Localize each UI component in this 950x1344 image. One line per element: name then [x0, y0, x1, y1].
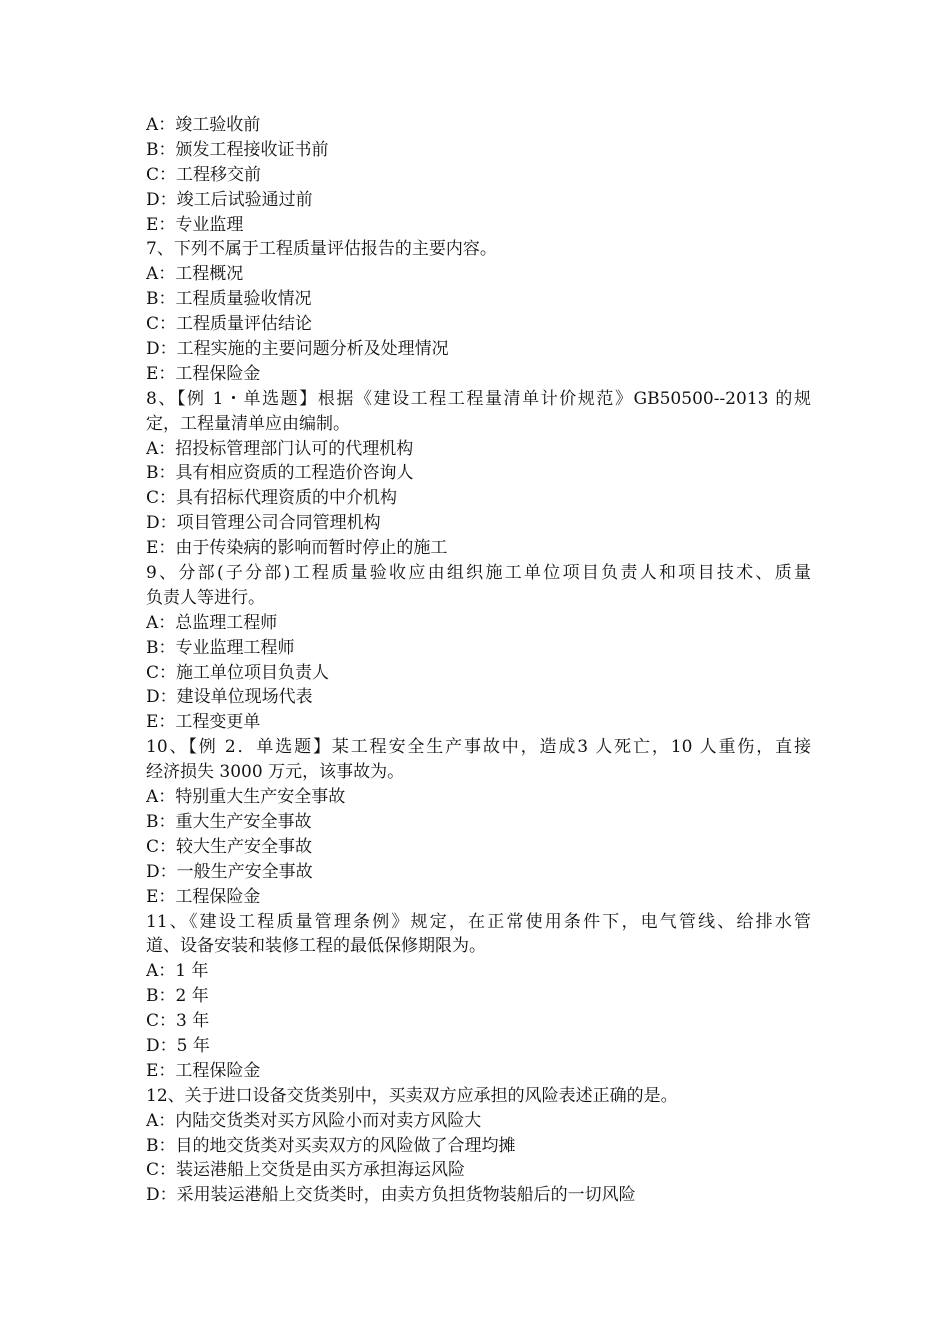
option-c: C：3 年 — [146, 1011, 210, 1032]
option-a: A：竣工验收前 — [146, 115, 261, 135]
option-d: D：建设单位现场代表 — [146, 687, 313, 708]
option-a: A：特别重大生产安全事故 — [146, 787, 346, 808]
option-c: C：工程质量评估结论 — [146, 314, 313, 335]
option-d: D：采用装运港船上交货类时，由卖方负担货物装船后的一切风险 — [146, 1185, 636, 1206]
question-8-line-2: 定，工程量清单应由编制。 — [146, 413, 350, 434]
option-b: B：2 年 — [146, 986, 209, 1007]
option-b: B：目的地交货类对买卖双方的风险做了合理均摊 — [146, 1135, 516, 1156]
option-a: A：1 年 — [146, 961, 209, 982]
option-d: D：竣工后试验通过前 — [146, 189, 313, 210]
question-11-line-1: 11、《建设工程质量管理条例》规定，在正常使用条件下，电气管线、给排水管 — [146, 911, 811, 932]
option-b: B：颁发工程接收证书前 — [146, 139, 329, 160]
question-12: 12、关于进口设备交货类别中，买卖双方应承担的风险表述正确的是。 — [146, 1085, 678, 1106]
option-e: E：工程保险金 — [146, 363, 261, 384]
option-d: D：项目管理公司合同管理机构 — [146, 513, 381, 534]
question-9-line-1: 9、分部(子分部)工程质量验收应由组织施工单位项目负责人和项目技术、质量 — [146, 563, 811, 584]
option-b: B：工程质量验收情况 — [146, 289, 312, 310]
question-9-line-2: 负责人等进行。 — [146, 587, 265, 608]
option-b: B：具有相应资质的工程造价咨询人 — [146, 463, 414, 484]
option-a: A：内陆交货类对买方风险小而对卖方风险大 — [146, 1110, 482, 1131]
option-e: E：工程变更单 — [146, 712, 261, 733]
question-10-line-2: 经济损失 3000 万元，该事故为。 — [146, 762, 405, 783]
document-body — [146, 113, 811, 1208]
option-c: C：具有招标代理资质的中介机构 — [146, 488, 398, 509]
option-d: D：一般生产安全事故 — [146, 861, 313, 882]
option-a: A：招投标管理部门认可的代理机构 — [146, 438, 414, 459]
option-c: C：较大生产安全事故 — [146, 836, 313, 857]
option-e: E：由于传染病的影响而暂时停止的施工 — [146, 538, 448, 559]
option-a: A：总监理工程师 — [146, 612, 278, 633]
option-c: C：装运港船上交货是由买方承担海运风险 — [146, 1160, 466, 1181]
option-d: D：工程实施的主要问题分析及处理情况 — [146, 339, 449, 360]
option-e: E：工程保险金 — [146, 886, 261, 907]
option-e: E：专业监理 — [146, 214, 244, 235]
option-a: A：工程概况 — [146, 264, 244, 285]
option-d: D：5 年 — [146, 1035, 210, 1056]
option-c: C：施工单位项目负责人 — [146, 662, 330, 683]
option-c: C：工程移交前 — [146, 164, 262, 185]
option-b: B：重大生产安全事故 — [146, 811, 312, 832]
question-10-line-1: 10、【例 2．单选题】某工程安全生产事故中，造成3 人死亡，10 人重伤，直接 — [146, 737, 811, 758]
question-8-line-1: 8、【例 1・单选题】根据《建设工程工程量清单计价规范》GB50500--2013 的规 — [146, 388, 811, 409]
option-e: E：工程保险金 — [146, 1060, 261, 1081]
question-11-line-2: 道、设备安装和装修工程的最低保修期限为。 — [146, 936, 486, 957]
question-7: 7、下列不属于工程质量评估报告的主要内容。 — [146, 239, 497, 260]
option-b: B：专业监理工程师 — [146, 637, 295, 658]
